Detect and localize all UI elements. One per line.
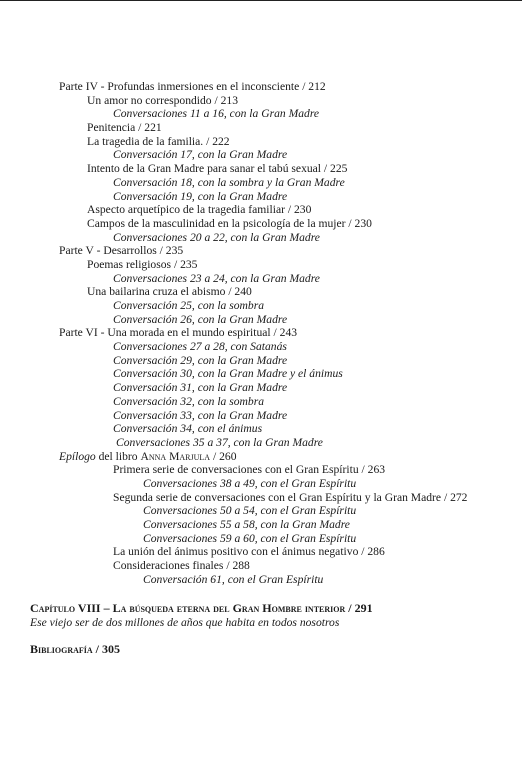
epilogue-author: Anna Marjula — [140, 449, 211, 463]
toc-epilogue — [0, 450, 522, 464]
toc-conversation: Conversación 34, con el ánimus — [113, 422, 263, 436]
toc-entry: La tragedia de la familia. / 222 — [87, 134, 230, 148]
toc-conversation: Conversación 61, con el Gran Espíritu — [143, 572, 324, 586]
chapter-title: Capítulo VIII – La búsqueda eterna del Gran Hombre interior / 291 — [30, 601, 373, 615]
toc-conversation: Conversaciones 55 a 58, con la Gran Madre — [143, 518, 350, 531]
toc-part-4: Parte IV - Profundas inmersiones en el inconsciente / 212 — [59, 80, 326, 93]
table-of-contents — [0, 80, 522, 586]
toc-conversation: Conversación 17, con la Gran Madre — [113, 148, 288, 162]
toc-conversation: Conversación 25, con la sombra — [113, 299, 265, 312]
toc-conversation: Conversaciones 59 a 60, con el Gran Espíritu — [143, 531, 357, 545]
toc-conversation: Conversación 30, con la Gran Madre y el ánimus — [113, 367, 343, 381]
toc-entry: Una bailarina cruza el abismo / 240 — [87, 285, 252, 299]
toc-conversation: Conversación 26, con la Gran Madre — [113, 312, 288, 326]
toc-conversation: Conversación 29, con la Gran Madre — [113, 353, 288, 367]
toc-part-5: Parte V - Desarrollos / 235 — [59, 244, 184, 258]
toc-conversation: Conversaciones 35 a 37, con la Gran Madre — [116, 435, 323, 449]
toc-conversation: Conversación 33, con la Gran Madre — [113, 408, 288, 422]
toc-entry: Intento de la Gran Madre para sanar el tabú sexual / 225 — [87, 162, 348, 176]
epilogue-word: Epílogo — [59, 449, 96, 463]
toc-conversation: Conversaciones 20 a 22, con la Gran Madre — [113, 230, 320, 244]
bibliography-heading: Bibliografía / 305 — [30, 642, 121, 656]
toc-entry: Poemas religiosos / 235 — [87, 257, 198, 271]
toc-conversation: Conversaciones 23 a 24, con la Gran Madre — [113, 271, 320, 285]
epilogue-page: / 260 — [210, 449, 237, 463]
chapter-8-heading — [30, 602, 520, 629]
toc-entry: Consideraciones finales / 288 — [113, 559, 250, 573]
toc-conversation: Conversaciones 50 a 54, con el Gran Espíritu — [143, 504, 357, 518]
toc-entry: Primera serie de conversaciones con el Gran Espíritu / 263 — [113, 463, 386, 477]
toc-conversation: Conversaciones 38 a 49, con el Gran Espíritu — [143, 476, 357, 490]
toc-entry: Aspecto arquetípico de la tragedia familiar / 230 — [87, 203, 312, 217]
page-top-rule — [0, 0, 522, 1]
toc-conversation: Conversación 31, con la Gran Madre — [113, 381, 288, 395]
epilogue-middle: del libro — [95, 449, 141, 463]
toc-entry: Un amor no correspondido / 213 — [87, 93, 239, 107]
toc-conversation: Conversación 32, con la sombra — [113, 394, 265, 408]
toc-entry: Segunda serie de conversaciones con el Gran Espíritu y la Gran Madre / 272 — [113, 490, 468, 504]
toc-conversation: Conversaciones 11 a 16, con la Gran Madre — [113, 107, 320, 121]
toc-entry: Penitencia / 221 — [87, 121, 162, 135]
toc-entry: Campos de la masculinidad en la psicología de la mujer / 230 — [87, 216, 372, 230]
chapter-subtitle: Ese viejo ser de dos millones de años que habita en todos nosotros — [30, 615, 340, 629]
toc-conversation: Conversación 18, con la sombra y la Gran Madre — [113, 175, 345, 189]
toc-entry: La unión del ánimus positivo con el ánimus negativo / 286 — [113, 545, 385, 559]
toc-conversation: Conversación 19, con la Gran Madre — [113, 189, 288, 203]
toc-conversation: Conversaciones 27 a 28, con Satanás — [113, 340, 287, 354]
toc-part-6: Parte VI - Una morada en el mundo espiritual / 243 — [59, 326, 298, 340]
